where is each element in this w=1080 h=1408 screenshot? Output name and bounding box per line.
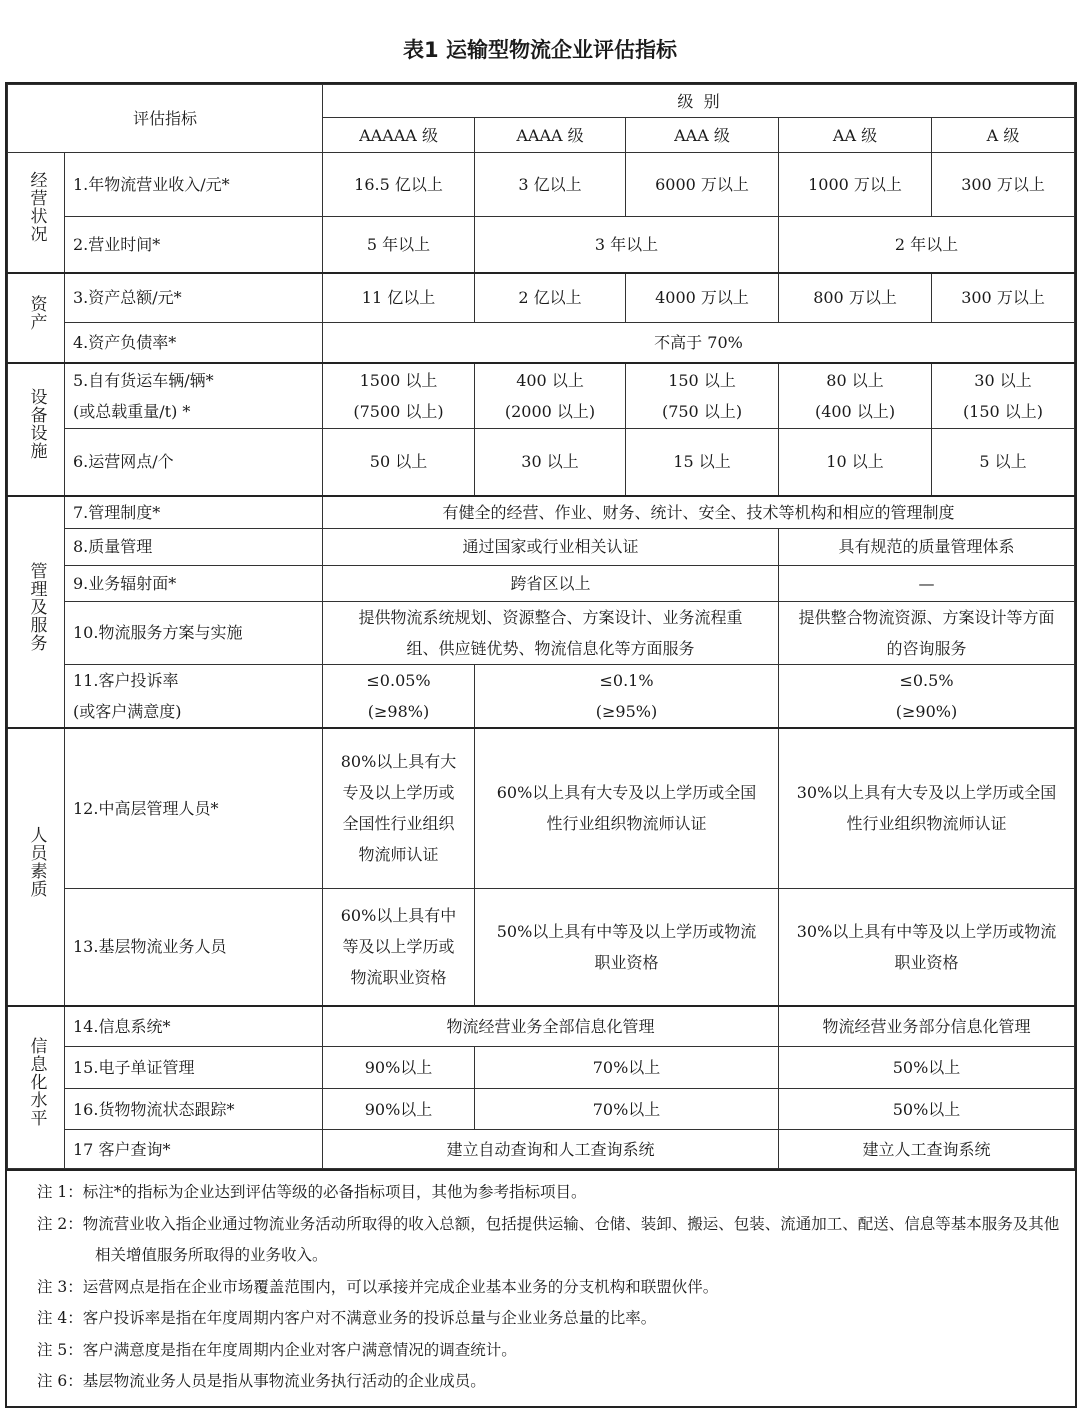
indicator-cell: 16.货物物流状态跟踪* xyxy=(65,1089,323,1130)
value-cell: 11 亿以上 xyxy=(323,273,475,323)
table-row xyxy=(8,153,1075,217)
value-cell: 不高于 70% xyxy=(323,323,1075,363)
category-cell xyxy=(8,496,65,728)
indicator-cell: 15.电子单证管理 xyxy=(65,1047,323,1089)
value-cell: 30%以上具有中等及以上学历或物流 职业资格 xyxy=(779,889,1075,1006)
table-row xyxy=(8,323,1075,363)
value-cell: ≤0.05% (≥98%) xyxy=(323,664,475,728)
table-row xyxy=(8,429,1075,496)
value-cell: 150 以上 (750 以上) xyxy=(626,363,779,429)
table-row xyxy=(8,565,1075,601)
value-cell: 800 万以上 xyxy=(779,273,932,323)
value-cell: 2 年以上 xyxy=(779,217,1075,273)
header-level: AAA 级 xyxy=(626,118,779,153)
value-cell: 10 以上 xyxy=(779,429,932,496)
value-cell: 3 亿以上 xyxy=(475,153,626,217)
value-cell: 30 以上 (150 以上) xyxy=(932,363,1075,429)
table-row xyxy=(8,528,1075,565)
table-row xyxy=(8,1047,1075,1089)
table-row xyxy=(8,728,1075,889)
indicator-cell: 4.资产负债率* xyxy=(65,323,323,363)
table-row xyxy=(8,1130,1075,1169)
table-row xyxy=(8,496,1075,529)
table-row xyxy=(8,889,1075,1006)
value-cell: 50 以上 xyxy=(323,429,475,496)
value-cell: 通过国家或行业相关认证 xyxy=(323,528,779,565)
notes xyxy=(7,1169,1075,1406)
value-cell: 50%以上 xyxy=(779,1047,1075,1089)
value-cell: 有健全的经营、作业、财务、统计、安全、技术等机构和相应的管理制度 xyxy=(323,496,1075,529)
category-cell xyxy=(8,1006,65,1169)
value-cell: 50%以上 xyxy=(779,1089,1075,1130)
evaluation-table xyxy=(5,82,1077,1408)
value-cell: 30%以上具有大专及以上学历或全国 性行业组织物流师认证 xyxy=(779,728,1075,889)
category-label: 经营状况 xyxy=(26,171,47,244)
category-cell xyxy=(8,273,65,363)
table-row xyxy=(8,217,1075,273)
value-cell: 1000 万以上 xyxy=(779,153,932,217)
table-row xyxy=(8,1006,1075,1047)
value-cell: 90%以上 xyxy=(323,1089,475,1130)
value-cell: 80%以上具有大 专及以上学历或 全国性行业组织 物流师认证 xyxy=(323,728,475,889)
table-row xyxy=(8,273,1075,323)
table-row xyxy=(8,363,1075,429)
indicator-cell: 6.运营网点/个 xyxy=(65,429,323,496)
value-cell: 4000 万以上 xyxy=(626,273,779,323)
value-cell: 5 年以上 xyxy=(323,217,475,273)
table-row xyxy=(8,664,1075,728)
value-cell: ≤0.5% (≥90%) xyxy=(779,664,1075,728)
category-label: 管理及服务 xyxy=(26,561,47,652)
note: 注 5：客户满意度是指在年度周期内企业对客户满意情况的调查统计。 xyxy=(37,1340,517,1359)
indicator-cell: 12.中高层管理人员* xyxy=(65,728,323,889)
indicator-cell: 13.基层物流业务人员 xyxy=(65,889,323,1006)
table-row xyxy=(8,601,1075,664)
value-cell: 16.5 亿以上 xyxy=(323,153,475,217)
value-cell: 70%以上 xyxy=(475,1089,779,1130)
category-label: 信息化水平 xyxy=(26,1037,47,1128)
indicator-cell: 2.营业时间* xyxy=(65,217,323,273)
value-cell: 提供物流系统规划、资源整合、方案设计、业务流程重 组、供应链优势、物流信息化等方面服务 xyxy=(323,601,779,664)
value-cell: 2 亿以上 xyxy=(475,273,626,323)
value-cell: 具有规范的质量管理体系 xyxy=(779,528,1075,565)
header-level: AA 级 xyxy=(779,118,932,153)
value-cell: 1500 以上 (7500 以上) xyxy=(323,363,475,429)
value-cell: 50%以上具有中等及以上学历或物流 职业资格 xyxy=(475,889,779,1006)
value-cell: 提供整合物流资源、方案设计等方面 的咨询服务 xyxy=(779,601,1075,664)
note: 注 1：标注*的指标为企业达到评估等级的必备指标项目，其他为参考指标项目。 xyxy=(37,1183,587,1201)
indicator-cell: 14.信息系统* xyxy=(65,1006,323,1047)
value-cell: 90%以上 xyxy=(323,1047,475,1089)
value-cell: 60%以上具有中 等及以上学历或 物流职业资格 xyxy=(323,889,475,1006)
indicator-cell: 1.年物流营业收入/元* xyxy=(65,153,323,217)
category-cell xyxy=(8,363,65,496)
value-cell: 80 以上 (400 以上) xyxy=(779,363,932,429)
value-cell: 建立自动查询和人工查询系统 xyxy=(323,1130,779,1169)
table-title: 表1 运输型物流企业评估指标 xyxy=(403,38,677,62)
value-cell: 70%以上 xyxy=(475,1047,779,1089)
category-label: 设备设施 xyxy=(26,388,47,460)
indicator-cell: 5.自有货运车辆/辆* (或总载重量/t) * xyxy=(65,363,323,429)
indicator-cell: 10.物流服务方案与实施 xyxy=(65,601,323,664)
value-cell: 15 以上 xyxy=(626,429,779,496)
category-cell xyxy=(8,153,65,273)
header-level: A 级 xyxy=(932,118,1075,153)
indicator-cell: 11.客户投诉率 (或客户满意度) xyxy=(65,664,323,728)
indicator-cell: 17 客户查询* xyxy=(65,1130,323,1169)
note: 注 6：基层物流业务人员是指从事物流业务执行活动的企业成员。 xyxy=(37,1372,486,1390)
value-cell: ≤0.1% (≥95%) xyxy=(475,664,779,728)
value-cell: 400 以上 (2000 以上) xyxy=(475,363,626,429)
indicator-cell: 9.业务辐射面* xyxy=(65,565,323,601)
category-label: 人员素质 xyxy=(26,825,47,898)
value-cell: 物流经营业务全部信息化管理 xyxy=(323,1006,779,1047)
value-cell: 5 以上 xyxy=(932,429,1075,496)
indicator-cell: 8.质量管理 xyxy=(65,528,323,565)
note: 注 4：客户投诉率是指在年度周期内客户对不满意业务的投诉总量与企业业务总量的比率。 xyxy=(37,1309,657,1327)
value-cell: 300 万以上 xyxy=(932,273,1075,323)
value-cell: 物流经营业务部分信息化管理 xyxy=(779,1006,1075,1047)
header-indicator: 评估指标 xyxy=(8,85,323,153)
category-label: 资产 xyxy=(26,294,47,331)
value-cell: 3 年以上 xyxy=(475,217,779,273)
value-cell: 30 以上 xyxy=(475,429,626,496)
value-cell: 跨省区以上 xyxy=(323,565,779,601)
value-cell: — xyxy=(779,565,1075,601)
indicator-cell: 3.资产总额/元* xyxy=(65,273,323,323)
value-cell: 建立人工查询系统 xyxy=(779,1130,1075,1169)
header-level: AAAA 级 xyxy=(475,118,626,153)
header-level-group: 级 别 xyxy=(323,85,1075,118)
note: 注 3：运营网点是指在企业市场覆盖范围内，可以承接并完成企业基本业务的分支机构和联盟伙伴。 xyxy=(37,1277,719,1296)
note: 注 2：物流营业收入指企业通过物流业务活动所取得的收入总额，包括提供运输、仓储、装卸、搬运、包装、流通加工、配送、信息等基本服务及其他相关增值服务所取得的业务收入。 xyxy=(37,1214,1060,1264)
value-cell: 60%以上具有大专及以上学历或全国 性行业组织物流师认证 xyxy=(475,728,779,889)
category-cell xyxy=(8,728,65,1006)
table-row xyxy=(8,1089,1075,1130)
indicator-cell: 7.管理制度* xyxy=(65,496,323,529)
value-cell: 6000 万以上 xyxy=(626,153,779,217)
header-level: AAAAA 级 xyxy=(323,118,475,153)
value-cell: 300 万以上 xyxy=(932,153,1075,217)
